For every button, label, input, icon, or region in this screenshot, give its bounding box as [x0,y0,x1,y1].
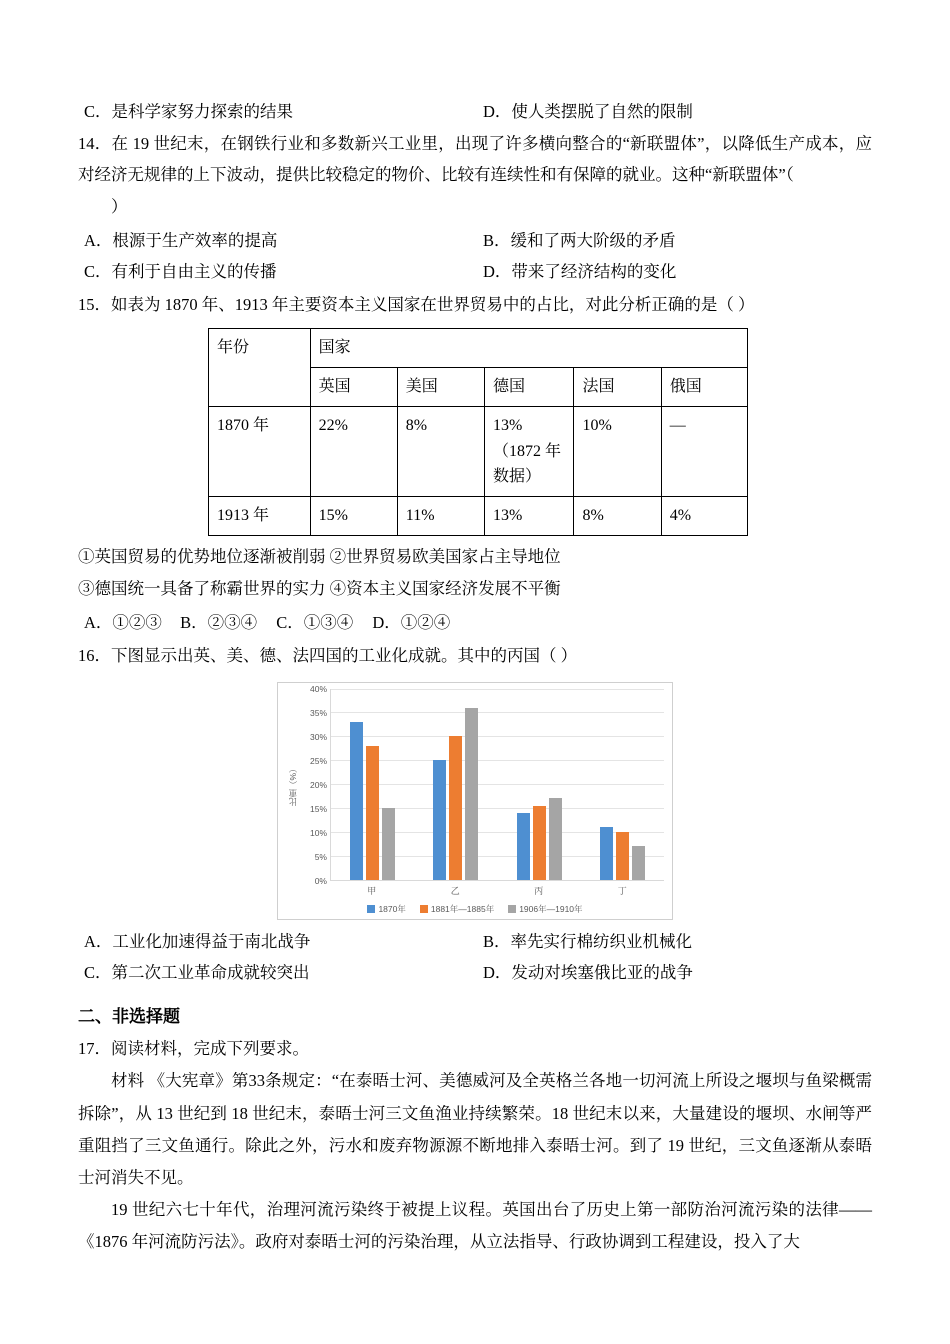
q15-choices [78,607,872,639]
legend-item-3 [508,903,582,915]
chart-legend [286,897,664,915]
bar-甲-1 [366,746,379,880]
chart-y-axis-title: 比重（%） [288,763,298,806]
table-row [209,407,748,497]
ytick-2: 10% [309,827,327,838]
section-non-choice [78,1002,872,1258]
table-row-header-1 [209,329,748,368]
chart-plot-area [286,683,664,886]
row-1913-uk: 15% [310,496,397,535]
ytick-0: 0% [314,875,327,886]
xtick-1: 乙 [450,885,460,896]
question-17-paragraph-2: 19 世纪六七十年代，治理河流污染终于被提上议程。英国出台了历史上第一部防治河流污染的法律——《1876 年河流防污法》。政府对泰晤士河的污染治理，从立法指导、行政协调到工程建设，投入了大 [78,1200,872,1252]
row-1913-germany: 13% [484,496,574,535]
q15-statement-1: ①英国贸易的优势地位逐渐被削弱 ②世界贸易欧美国家占主导地位 [78,546,561,566]
bar-乙-0 [433,760,446,879]
bar-甲-2 [382,808,395,880]
bar-丁-0 [600,827,613,880]
row-1870-germany [484,407,574,497]
header-russia: 俄国 [661,368,747,407]
question-16 [78,641,872,988]
q13-option-d: D．使人类摆脱了自然的限制 [483,102,693,121]
header-uk: 英国 [310,368,397,407]
xtick-2: 丙 [534,885,544,896]
legend-swatch-2 [420,905,428,913]
ytick-3: 15% [309,803,327,814]
bar-丁-2 [632,846,645,879]
row-1870-germany-value: 13% [492,417,523,435]
q13-option-c: C．是科学家努力探索的结果 [84,102,294,121]
row-1913-year: 1913 年 [209,496,311,535]
trade-share-table [208,328,748,536]
q16-option-a: A．工业化加速得益于南北战争 [84,931,311,951]
bar-丙-1 [533,806,546,880]
row-1913-france: 8% [574,496,661,535]
row-1870-us: 8% [397,407,484,497]
ytick-8: 40% [309,683,327,694]
q15-statement-2: ③德国统一具备了称霸世界的实力 ④资本主义国家经济发展不平衡 [78,579,561,599]
header-country: 国家 [310,329,747,368]
q16-stem: 16．下图显示出英、美、德、法四国的工业化成就。其中的丙国（ ） [78,646,578,666]
section-title: 二、非选择题 [78,1007,180,1027]
q14-option-d: D．带来了经济结构的变化 [483,262,677,282]
bar-丙-0 [517,813,530,880]
q16-option-c: C．第二次工业革命成就较突出 [84,962,310,982]
xtick-3: 丁 [617,885,627,896]
q15-choice-c: C．①③④ [276,612,354,632]
bar-甲-0 [350,722,363,880]
bar-group-丙 [498,689,581,880]
question-17-paragraph-1: 材料 《大宪章》第33条规定：“在泰晤士河、美德威河及全英格兰各地一切河流上所设之堰坝与鱼梁概需拆除”，从 13 世纪到 18 世纪末，泰晤士河三文鱼渔业持续繁荣。18 世纪末以来，大量建设的堰坝、水闸等严重阻挡了三文鱼通行。除此之外，污水和废弃物源源不断地排入泰晤士河。到了 19 世纪，三文鱼逐渐从泰晤士河消失不见。 [78,1071,872,1187]
header-year: 年份 [209,329,311,407]
legend-swatch-3 [508,905,516,913]
bar-丙-2 [549,798,562,879]
q14-stem-cont: ） [111,197,128,217]
bar-group-甲 [331,689,414,880]
row-1870-year: 1870 年 [209,407,311,497]
row-1913-russia: 4% [661,496,747,535]
chart-y-tick-labels [300,683,330,886]
header-germany: 德国 [484,368,574,407]
bar-乙-1 [449,736,462,879]
question-13-options [78,96,872,127]
chart-bar-groups [331,689,664,880]
q15-stem: 15．如表为 1870 年、1913 年主要资本主义国家在世界贸易中的占比，对此分析正确的是（ ） [78,294,755,314]
legend-swatch-1 [367,905,375,913]
table-row [209,496,748,535]
q15-choice-d: D．①②④ [372,612,451,632]
bar-group-丁 [581,689,664,880]
q16-option-d: D．发动对埃塞俄比亚的战争 [483,962,693,982]
legend-item-1 [367,903,405,915]
q14-stem: 14．在 19 世纪末，在钢铁行业和多数新兴工业里，出现了许多横向整合的“新联盟体”，以降低生产成本，应对经济无规律的上下波动，提供比较稳定的物价、比较有连续性和有保障的就业。这种“新联盟体”（ [78,134,872,184]
ytick-4: 20% [309,779,327,790]
q15-choice-a: A．①②③ [84,612,162,632]
ytick-1: 5% [314,851,327,862]
q14-option-a: A．根源于生产效率的提高 [84,230,278,250]
row-1870-uk: 22% [310,407,397,497]
ytick-7: 35% [309,707,327,718]
legend-label-1: 1870年 [378,903,406,914]
bar-丁-1 [616,832,629,880]
question-17-stem: 17．阅读材料，完成下列要求。 [78,1039,309,1059]
row-1870-russia: — [661,407,747,497]
industrialization-bar-chart [277,682,673,920]
row-1870-germany-note: （1872 年数据） [492,442,561,486]
q15-choice-b: B．②③④ [180,612,258,632]
q16-option-b: B．率先实行棉纺织业机械化 [483,931,693,951]
xtick-0: 甲 [367,885,377,896]
bar-group-乙 [414,689,497,880]
ytick-6: 30% [309,731,327,742]
q14-option-c: C．有利于自由主义的传播 [84,262,277,282]
row-1870-france: 10% [574,407,661,497]
question-15 [78,290,872,640]
bar-乙-2 [465,708,478,880]
legend-label-2: 1881年—1885年 [430,903,495,914]
header-france: 法国 [574,368,661,407]
chart-bars [330,689,664,881]
question-14 [78,129,872,287]
header-us: 美国 [397,368,484,407]
row-1913-us: 11% [397,496,484,535]
legend-item-2 [420,903,494,915]
q14-option-b: B．缓和了两大阶级的矛盾 [483,230,676,250]
chart-x-tick-labels [330,881,664,897]
ytick-5: 25% [309,755,327,766]
legend-label-3: 1906年—1910年 [519,903,583,914]
